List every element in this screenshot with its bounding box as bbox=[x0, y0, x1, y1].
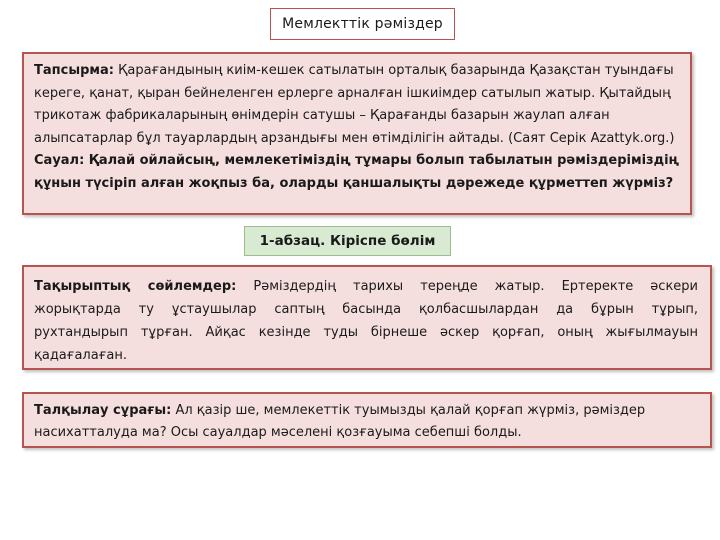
topic-label: Тақырыптық сөйлемдер: bbox=[34, 279, 237, 294]
topic-sentences-panel bbox=[22, 265, 712, 370]
discussion-question-panel bbox=[22, 392, 712, 448]
topic-text: Рәміздердің тарихы тереңде жатыр. Ертеректе әскери жорықтарда ту ұстаушылар саптың басында қолбасшылардан да бұрын тұрып, рухтандырып тұрған. Айқас кезінде туды бірнеше әскер қорғап, оның жығылмауын қадағалаған. bbox=[34, 279, 699, 363]
task-text: Қарағандының киім-кешек сатылатын орталық базарында Қазақстан туындағы кереге, қанат, қыран бейнеленген ерлерге арналған ішкиімдер сатылып жатыр. Қытайдың трикотаж фабрикаларының өнімдерін сатушы – Қарағанды базарын жаулап алған алыпсатарлар бұл тауарлардың арзандығы мен өтімділігін айтады. (Саят Серік Azattyk.org.) bbox=[34, 63, 675, 146]
task-panel bbox=[22, 52, 692, 215]
task-question: Сауал: Қалай ойлайсың, мемлекетіміздің тұмары болып табылатын рәміздеріміздің құнын түсіріп алған жоқпыз ба, оларды қаншалықты дәрежеде құрметтеп жүрміз? bbox=[34, 153, 680, 191]
page-title: Мемлекттік рәміздер bbox=[270, 8, 455, 40]
section-label-intro: 1-абзац. Кіріспе бөлім bbox=[244, 226, 451, 256]
discussion-label: Талқылау сұрағы: bbox=[34, 403, 172, 418]
discussion-text: Ал қазір ше, мемлекеттік туымызды қалай қорғап жүрміз, рәміздер насихатталуда ма? Осы сауалдар мәселені қозғауыма себепші болды. bbox=[34, 403, 646, 440]
task-label: Тапсырма: bbox=[34, 63, 114, 78]
